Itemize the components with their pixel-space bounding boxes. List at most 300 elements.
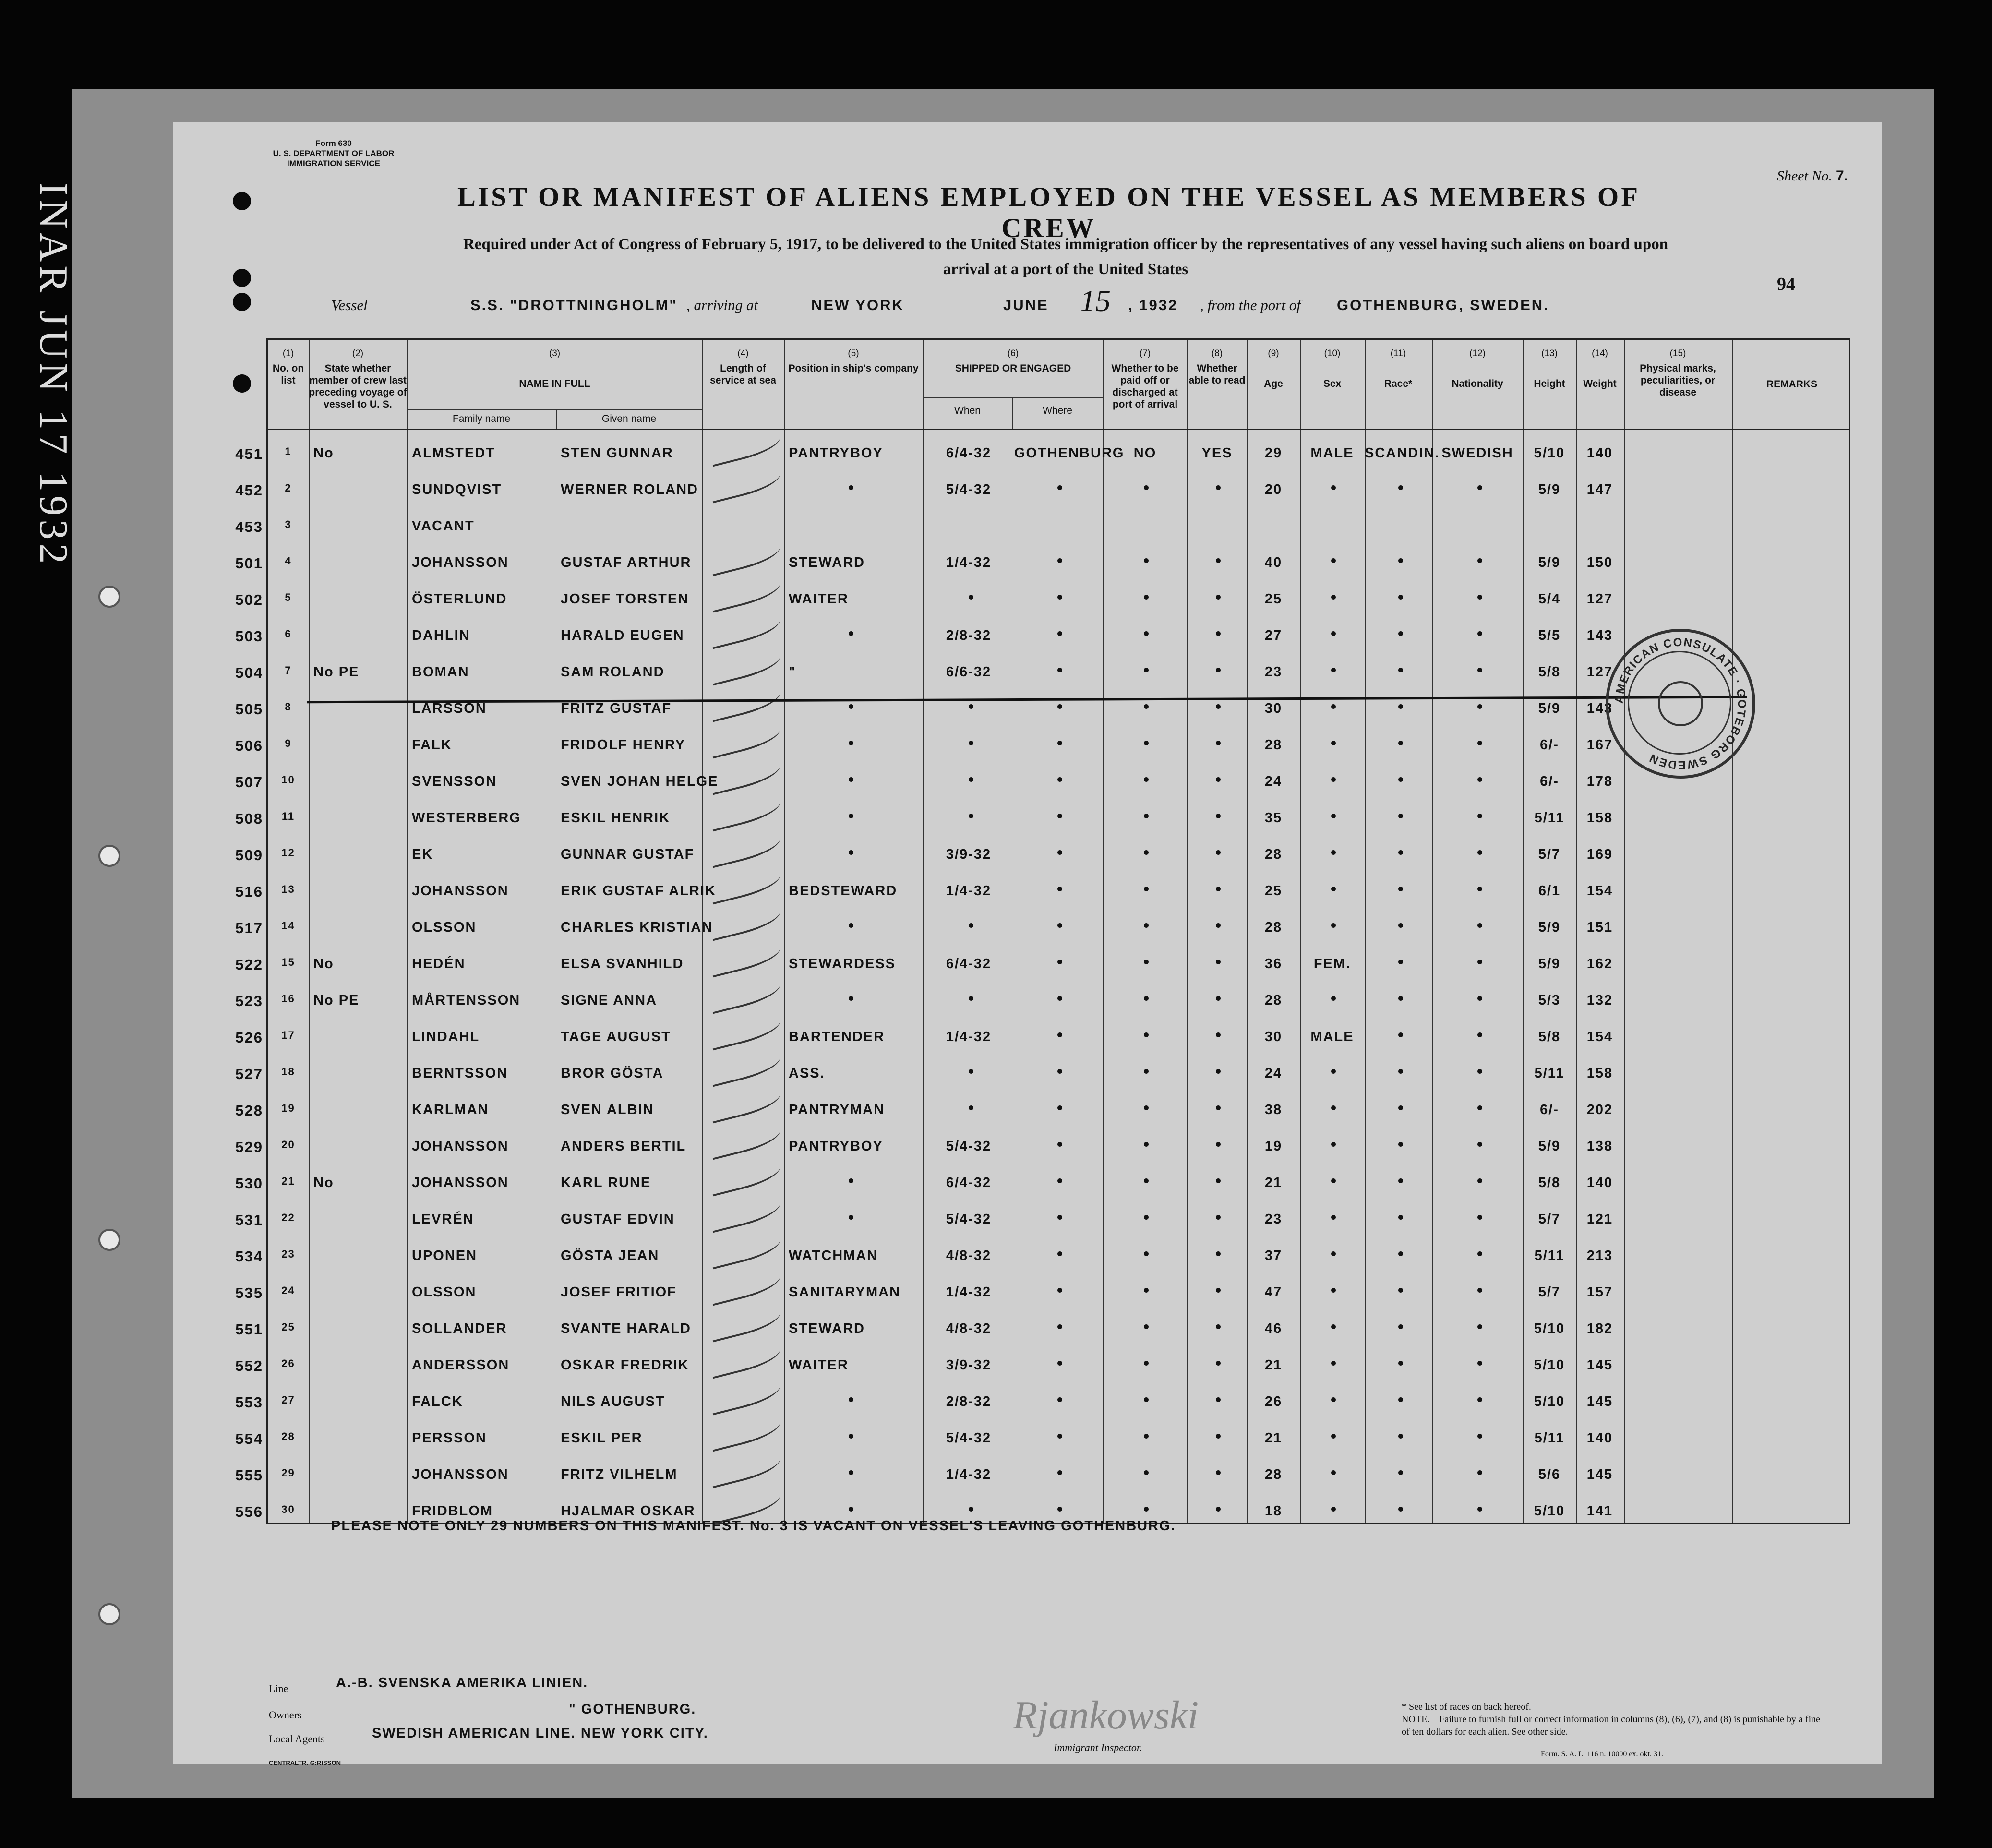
cell-age: 24 [1264,1066,1283,1081]
cell-nationality: SWEDISH [1441,445,1513,461]
serial-number: 508 [235,810,263,827]
cell-no: 14 [281,920,295,932]
cell-family: OLSSON [412,920,477,935]
form-reference: Form. S. A. L. 116 n. 10000 ex. okt. 31. [1541,1750,1663,1758]
cell-when: 4/8-32 [946,1321,992,1336]
header-name-in-full: (3) NAME IN FULL [519,348,590,389]
ditto-mark-icon [1057,631,1062,636]
ditto-mark-icon [1398,887,1403,891]
cell-weight: 140 [1586,445,1613,461]
ditto-mark-icon [969,704,973,709]
arrival-year: , 1932 [1128,297,1178,313]
table-row [235,579,1849,618]
cell-given: ESKIL PER [561,1430,643,1446]
cell-given: ERIK GUSTAF ALRIK [561,883,716,899]
ditto-mark-icon [1144,1324,1149,1329]
ditto-mark-icon [1216,850,1221,855]
ring-hole-icon [98,1229,120,1251]
ditto-mark-icon [1216,1507,1221,1512]
serial-number: 527 [235,1066,263,1082]
ditto-mark-icon [1216,1434,1221,1439]
owners-label: Owners [269,1709,302,1721]
cell-age: 21 [1264,1357,1283,1373]
cell-height: 5/10 [1534,1357,1565,1373]
cell-family: PERSSON [412,1430,487,1446]
cell-given: STEN GUNNAR [561,445,673,461]
ditto-mark-icon [1477,814,1482,818]
ditto-mark-icon [1477,1397,1482,1402]
cell-no: 19 [281,1102,295,1114]
from-port: GOTHENBURG, SWEDEN. [1337,297,1549,313]
ditto-mark-icon [1144,1507,1149,1512]
ditto-mark-icon [1477,1470,1482,1475]
ditto-mark-icon [1057,1434,1062,1439]
ditto-mark-icon [1477,631,1482,636]
ditto-mark-icon [1057,485,1062,490]
cell-sex: MALE [1310,445,1354,461]
cell-no: 18 [281,1066,295,1078]
cell-height: 5/5 [1538,628,1561,643]
ditto-mark-icon [969,814,973,818]
cell-height: 5/9 [1538,701,1561,716]
ditto-mark-icon [969,777,973,782]
ditto-mark-icon [1398,923,1403,928]
cell-no: 23 [281,1248,295,1260]
service-check-icon [708,1341,783,1379]
cell-when: 6/4-32 [946,956,992,972]
cell-family: BERNTSSON [412,1066,508,1081]
service-check-icon [708,1159,783,1197]
cell-prev: No [313,1175,334,1190]
cell-height: 5/9 [1538,956,1561,972]
cell-height: 5/11 [1534,810,1565,826]
cell-family: MÅRTENSSON [412,993,521,1008]
ditto-mark-icon [1216,1251,1221,1256]
ditto-mark-icon [1057,1251,1062,1256]
ditto-mark-icon [1057,923,1062,928]
page-title: LIST OR MANIFEST OF ALIENS EMPLOYED ON THE VESSEL AS MEMBERS OF CREW [457,182,1641,243]
ditto-mark-icon [1216,923,1221,928]
table-row [235,1382,1849,1420]
cell-when: 1/4-32 [946,1467,992,1482]
cell-given: BROR GÖSTA [561,1066,664,1081]
manifest-note: PLEASE NOTE ONLY 29 NUMBERS ON THIS MANIFEST. No. 3 IS VACANT ON VESSEL'S LEAVING GOTHENBURG. [331,1518,1176,1534]
cell-when: 3/9-32 [946,1357,992,1373]
cell-prev: No PE [313,993,360,1008]
table-row [235,871,1849,910]
cell-paid: NO [1133,445,1157,461]
ditto-mark-icon [1398,1142,1403,1147]
cell-family: JOHANSSON [412,555,509,570]
cell-given: JOSEF FRITIOF [561,1284,677,1300]
cell-race: SCANDIN. [1365,445,1440,461]
service-check-icon [708,429,783,467]
ditto-mark-icon [849,1215,853,1220]
svg-text:AMERICAN CONSULATE · GOTEBORG [1613,636,1748,771]
serial-number: 517 [235,920,263,936]
inspector-label: Immigrant Inspector. [1054,1741,1142,1753]
cell-given: KARL RUNE [561,1175,651,1190]
page-subtitle [266,232,1865,282]
ditto-mark-icon [1398,668,1403,672]
cell-sex: MALE [1310,1029,1354,1044]
ditto-mark-icon [1398,1507,1403,1512]
cell-no: 27 [281,1394,295,1406]
header-paid-off: (7) Whether to be paid off or discharged at port of arrival [1111,348,1179,410]
cell-age: 28 [1264,847,1283,862]
cell-family: SOLLANDER [412,1321,507,1336]
header-race: (11) Race* [1384,348,1413,389]
cell-height: 6/- [1540,737,1559,753]
margin-stamp: INAR JUN 17 1932 [31,182,76,568]
cell-no: 7 [285,664,292,676]
ditto-mark-icon [1057,777,1062,782]
service-check-icon [708,648,783,686]
cell-no: 25 [281,1321,295,1333]
service-check-icon [708,1451,783,1488]
punch-hole-icon [233,374,251,393]
header-physical-marks: (15) Physical marks, peculiarities, or disease [1640,348,1716,398]
ditto-mark-icon [1331,1397,1336,1402]
cell-age: 28 [1264,993,1283,1008]
cell-given: TAGE AUGUST [561,1029,671,1044]
ditto-mark-icon [1398,558,1403,563]
serial-number: 526 [235,1029,263,1046]
cell-given: FRITZ GUSTAF [561,701,672,716]
ditto-mark-icon [1331,1361,1336,1366]
serial-number: 506 [235,737,263,754]
cell-position: PANTRYBOY [789,1139,883,1154]
serial-number: 531 [235,1212,263,1228]
ditto-mark-icon [849,996,853,1001]
cell-height: 5/9 [1538,920,1561,935]
ditto-mark-icon [1398,1324,1403,1329]
ditto-mark-icon [1477,887,1482,891]
ditto-mark-icon [1216,814,1221,818]
cell-when: 6/4-32 [946,445,992,461]
ditto-mark-icon [1144,923,1149,928]
ditto-mark-icon [1398,1105,1403,1110]
ditto-mark-icon [1144,1142,1149,1147]
cell-height: 6/1 [1538,883,1561,899]
cell-family: UPONEN [412,1248,478,1263]
ditto-mark-icon [969,996,973,1001]
ditto-mark-icon [1144,485,1149,490]
ditto-mark-icon [1057,1069,1062,1074]
ditto-mark-icon [1216,1288,1221,1293]
arriving-port: NEW YORK [811,297,904,313]
punch-hole-icon [233,293,251,311]
cell-family: KARLMAN [412,1102,489,1117]
cell-family: FALCK [412,1394,463,1409]
ditto-mark-icon [1477,668,1482,672]
cell-age: 26 [1264,1394,1283,1409]
ditto-mark-icon [1398,1397,1403,1402]
ditto-mark-icon [1057,1324,1062,1329]
ditto-mark-icon [1144,814,1149,818]
cell-no: 12 [281,847,295,859]
ditto-mark-icon [1144,1105,1149,1110]
serial-number: 529 [235,1139,263,1155]
cell-height: 5/8 [1538,664,1561,680]
cell-when: 5/4-32 [946,1430,992,1446]
ditto-mark-icon [1144,558,1149,563]
cell-weight: 154 [1586,1029,1613,1044]
cell-height: 5/7 [1538,1212,1561,1227]
cell-weight: 169 [1586,847,1613,862]
line-value: A.-B. SVENSKA AMERIKA LINIEN. [336,1675,588,1691]
ditto-mark-icon [1331,704,1336,709]
ditto-mark-icon [1477,595,1482,600]
sheet-number-value: 7. [1836,168,1848,184]
table-row [235,1236,1849,1274]
ditto-mark-icon [1477,1105,1482,1110]
cell-position: SANITARYMAN [789,1284,901,1300]
ditto-mark-icon [1216,1361,1221,1366]
cell-when: 1/4-32 [946,883,992,899]
table-row [235,470,1849,508]
cell-height: 5/10 [1534,445,1565,461]
cell-family: LINDAHL [412,1029,480,1044]
ditto-mark-icon [1057,595,1062,600]
cell-weight: 121 [1586,1212,1613,1227]
ditto-mark-icon [1331,1215,1336,1220]
ditto-mark-icon [849,1397,853,1402]
cell-position: WATCHMAN [789,1248,878,1263]
cell-weight: 140 [1586,1175,1613,1190]
cell-no: 2 [285,482,292,494]
ditto-mark-icon [1216,1142,1221,1147]
table-row [235,981,1849,1019]
arrival-day: 15 [1080,284,1111,318]
ditto-mark-icon [1331,558,1336,563]
table-row [235,1272,1849,1311]
cell-height: 5/9 [1538,555,1561,570]
cell-no: 4 [285,555,292,567]
cell-prev: No [313,445,334,461]
ditto-mark-icon [1331,668,1336,672]
cell-no: 10 [281,774,295,786]
cell-no: 29 [281,1467,295,1479]
ditto-mark-icon [1216,558,1221,563]
cell-given: FRIDOLF HENRY [561,737,686,753]
serial-number: 505 [235,701,263,718]
vessel-name: S.S. "DROTTNINGHOLM" [470,297,678,313]
ditto-mark-icon [1477,741,1482,745]
ditto-mark-icon [1477,1434,1482,1439]
cell-height: 5/8 [1538,1175,1561,1190]
ditto-mark-icon [1216,1105,1221,1110]
ditto-mark-icon [1398,1288,1403,1293]
cell-family: FALK [412,737,452,753]
table-row [235,543,1849,581]
header-sex: (10) Sex [1323,348,1342,389]
cell-age: 46 [1264,1321,1283,1336]
service-check-icon [708,721,783,759]
cell-height: 5/4 [1538,591,1561,607]
cell-age: 36 [1264,956,1283,972]
cell-when: 5/4-32 [946,482,992,497]
cell-when: 5/4-32 [946,1212,992,1227]
cell-age: 18 [1264,1503,1283,1519]
ditto-mark-icon [1331,485,1336,490]
ditto-mark-icon [1216,741,1221,745]
cell-age: 21 [1264,1430,1283,1446]
ditto-mark-icon [1398,850,1403,855]
header-remarks: REMARKS [1766,379,1818,390]
serial-number: 556 [235,1503,263,1520]
ditto-mark-icon [1331,1288,1336,1293]
ditto-mark-icon [849,814,853,818]
cell-given: HJALMAR OSKAR [561,1503,696,1519]
line-label: Line [269,1682,288,1694]
header-where: Where [1043,405,1072,416]
ditto-mark-icon [1144,1288,1149,1293]
ditto-mark-icon [1216,996,1221,1001]
cell-weight: 213 [1586,1248,1613,1263]
punch-hole-icon [233,269,251,287]
ditto-mark-icon [849,704,853,709]
cell-age: 47 [1264,1284,1283,1300]
ditto-mark-icon [969,595,973,600]
cell-given: JOSEF TORSTEN [561,591,689,607]
service-check-icon [708,575,783,613]
service-check-icon [708,794,783,832]
header-when: When [954,405,981,416]
cell-given: ELSA SVANHILD [561,956,684,972]
serial-number: 552 [235,1357,263,1374]
cell-when: 6/4-32 [946,1175,992,1190]
cell-age: 37 [1264,1248,1283,1263]
serial-number: 535 [235,1284,263,1301]
ditto-mark-icon [1144,1069,1149,1074]
table-row [235,506,1849,545]
cell-when: 3/9-32 [946,847,992,862]
cell-height: 5/9 [1538,482,1561,497]
sheet-number-label: Sheet No. [1776,168,1832,184]
ditto-mark-icon [1216,595,1221,600]
from-label: , from the port of [1200,297,1301,313]
service-check-icon [708,757,783,795]
ditto-mark-icon [1477,1069,1482,1074]
ditto-mark-icon [1477,1178,1482,1183]
service-check-icon [708,903,783,941]
cell-family: OLSSON [412,1284,477,1300]
cell-no: 22 [281,1212,295,1224]
cell-no: 17 [281,1029,295,1041]
cell-weight: 151 [1586,920,1613,935]
form-number: Form 630 [315,139,352,148]
ditto-mark-icon [849,1507,853,1512]
table-row [235,944,1849,983]
ditto-mark-icon [1331,777,1336,782]
cell-given: SVANTE HARALD [561,1321,691,1336]
ditto-mark-icon [1331,996,1336,1001]
table-row [235,798,1849,837]
cell-family: ALMSTEDT [412,445,495,461]
ditto-mark-icon [1398,777,1403,782]
fine-print [1402,1701,1824,1738]
ditto-mark-icon [1057,996,1062,1001]
ditto-mark-icon [1144,741,1149,745]
cell-when: 5/4-32 [946,1139,992,1154]
service-check-icon [708,1378,783,1416]
table-row [235,1054,1849,1092]
ditto-mark-icon [969,1507,973,1512]
cell-age: 28 [1264,737,1283,753]
cell-family: WESTERBERG [412,810,521,826]
cell-height: 5/11 [1534,1430,1565,1446]
cell-weight: 162 [1586,956,1613,972]
ditto-mark-icon [1398,1470,1403,1475]
cell-age: 21 [1264,1175,1283,1190]
ditto-mark-icon [849,923,853,928]
cell-given: GUSTAF EDVIN [561,1212,675,1227]
service-check-icon [708,1086,783,1124]
service-check-icon [708,1122,783,1160]
department-name: U. S. DEPARTMENT OF LABOR [273,149,395,158]
ditto-mark-icon [1057,668,1062,672]
ditto-mark-icon [1216,485,1221,490]
ditto-mark-icon [969,741,973,745]
serial-number: 555 [235,1467,263,1484]
ring-hole-icon [98,586,120,608]
table-row [235,1455,1849,1493]
fine-print-note: NOTE.—Failure to furnish full or correct information in columns (8), (6), (7), and (8) is punishable by a fine of ten dollars for each alien. See other side. [1402,1714,1821,1737]
ditto-mark-icon [1057,1142,1062,1147]
cell-age: 38 [1264,1102,1283,1117]
ditto-mark-icon [1057,1105,1062,1110]
ditto-mark-icon [1331,1142,1336,1147]
ditto-mark-icon [1057,741,1062,745]
serial-number: 523 [235,993,263,1009]
cell-family: JOHANSSON [412,1175,509,1190]
cell-height: 5/10 [1534,1503,1565,1519]
cell-age: 25 [1264,591,1283,607]
cell-position: STEWARDESS [789,956,896,972]
cell-position: STEWARD [789,1321,865,1336]
cell-family: LARSSON [412,701,487,716]
cell-height: 5/6 [1538,1467,1561,1482]
serial-number: 503 [235,628,263,645]
header-position: (5) Position in ship's company [788,348,919,374]
consulate-seal-icon [1608,632,1752,776]
cell-age: 24 [1264,774,1283,789]
cell-weight: 157 [1586,1284,1613,1300]
service-check-icon [708,1013,783,1051]
serial-number: 516 [235,883,263,900]
table-row [235,1309,1849,1347]
cell-weight: 154 [1586,883,1613,899]
cell-height: 6/- [1540,774,1559,789]
service-check-icon [708,830,783,868]
owners-value: " GOTHENBURG. [569,1702,696,1717]
header-nationality: (12) Nationality [1452,348,1503,389]
cell-family: HEDÉN [412,956,466,972]
service-check-icon [708,466,783,504]
service-check-icon [708,1268,783,1306]
table-row [235,1163,1849,1201]
cell-family: EK [412,847,433,862]
service-check-icon [708,1232,783,1270]
ditto-mark-icon [1398,814,1403,818]
cell-no: 1 [285,445,292,457]
ditto-mark-icon [1144,1397,1149,1402]
header-length-of-service: (4) Length of service at sea [710,348,776,386]
ditto-mark-icon [1331,1434,1336,1439]
ditto-mark-icon [1057,1288,1062,1293]
ditto-mark-icon [1331,1069,1336,1074]
